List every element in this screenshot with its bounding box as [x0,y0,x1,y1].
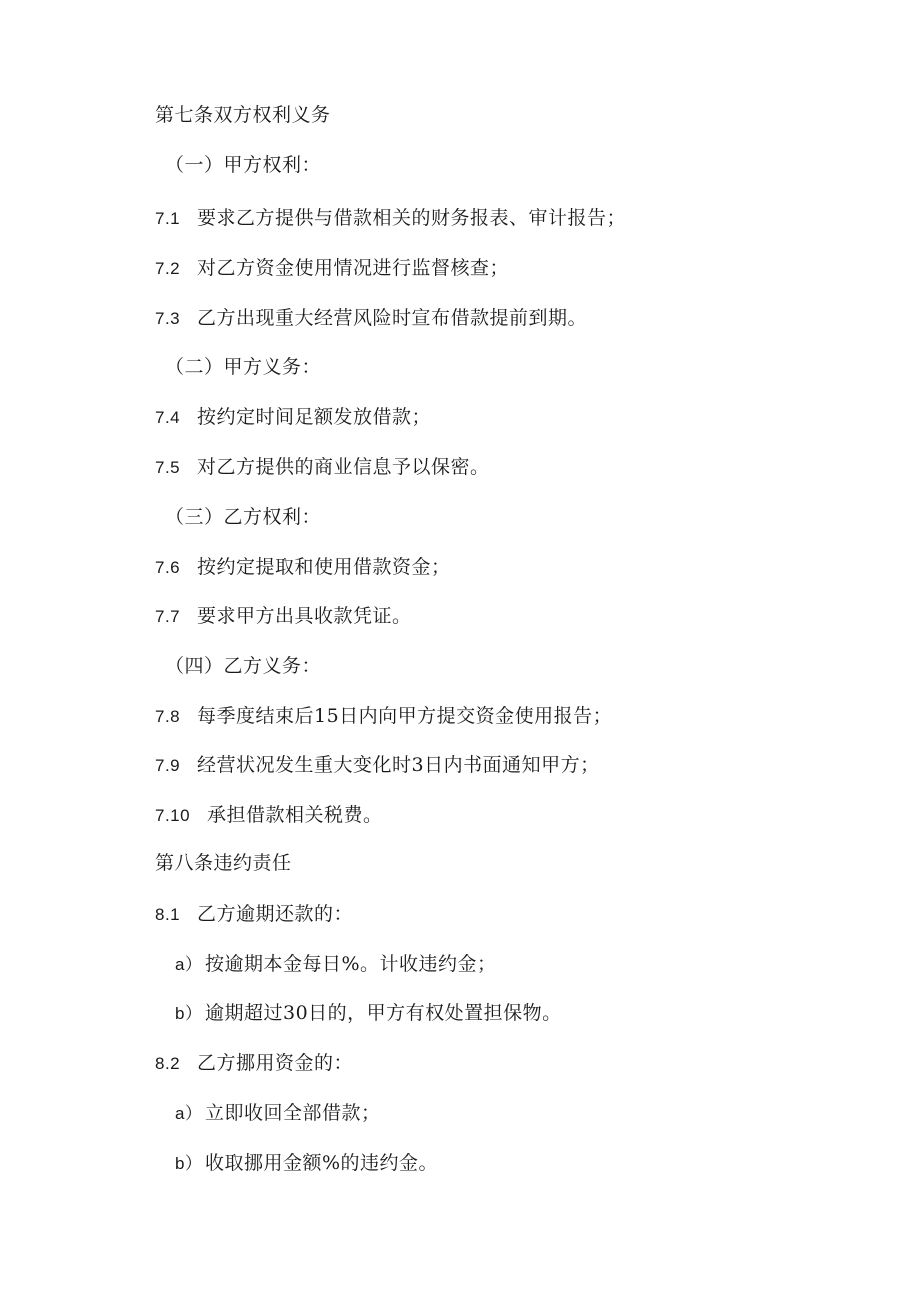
clause-7-4 [155,405,431,430]
sub-item-8-2-a [175,1101,381,1126]
clause-7-6 [155,555,451,580]
section-heading-party-a-obligations: （二）甲方义务： [165,356,322,378]
clause-number: 8.2 [155,1054,181,1073]
sub-item-marker: b） [175,1004,203,1023]
clause-7-7 [155,604,412,629]
clause-7-1 [155,206,626,231]
clause-number: 7.7 [155,607,181,626]
clause-7-8 [155,704,612,729]
article-7-title: 第七条双方权利义务 [155,104,331,126]
sub-item-8-2-b [175,1151,438,1176]
clause-7-9 [155,753,600,778]
article-8-title: 第八条违约责任 [155,852,292,874]
clause-number: 7.6 [155,558,181,577]
clause-number: 7.3 [155,309,181,328]
clause-text: 乙方逾期还款的： [197,903,354,925]
clause-text: 经营状况发生重大变化时3日内书面通知甲方； [197,754,600,776]
clause-text: 对乙方资金使用情况进行监督核查； [197,257,510,279]
clause-7-2 [155,256,509,281]
clause-number: 7.1 [155,209,181,228]
sub-item-8-1-a [175,952,497,977]
clause-text: 按约定提取和使用借款资金； [197,556,451,578]
sub-item-text: 逾期超过30日的，甲方有权处置担保物。 [205,1002,562,1024]
clause-number: 7.2 [155,259,181,278]
clause-number: 7.4 [155,408,181,427]
clause-number: 7.9 [155,756,181,775]
clause-number: 7.10 [155,806,191,825]
clause-7-5 [155,455,490,480]
section-heading-party-a-rights: （一）甲方权利： [165,154,322,176]
clause-number: 7.8 [155,707,181,726]
sub-item-text: 收取挪用金额%的违约金。 [205,1152,439,1174]
clause-text: 乙方挪用资金的： [197,1052,354,1074]
clause-text: 对乙方提供的商业信息予以保密。 [197,456,490,478]
clause-number: 8.1 [155,905,181,924]
clause-text: 承担借款相关税费。 [207,804,383,826]
clause-7-3 [155,306,587,331]
clause-text: 按约定时间足额发放借款； [197,406,432,428]
clause-7-10 [155,803,383,828]
sub-item-marker: b） [175,1154,203,1173]
clause-8-1 [155,902,353,927]
clause-text: 要求乙方提供与借款相关的财务报表、审计报告； [197,207,627,229]
clause-8-2 [155,1051,353,1076]
sub-item-marker: a） [175,1104,203,1123]
section-heading-party-b-rights: （三）乙方权利： [165,506,322,528]
sub-item-text: 按逾期本金每日%。计收违约金； [205,953,497,975]
clause-text: 要求甲方出具收款凭证。 [197,605,412,627]
sub-item-text: 立即收回全部借款； [205,1102,381,1124]
sub-item-marker: a） [175,955,203,974]
clause-text: 每季度结束后15日内向甲方提交资金使用报告； [197,705,613,727]
sub-item-8-1-b [175,1001,562,1026]
section-heading-party-b-obligations: （四）乙方义务： [165,655,322,677]
clause-text: 乙方出现重大经营风险时宣布借款提前到期。 [197,307,588,329]
clause-number: 7.5 [155,458,181,477]
